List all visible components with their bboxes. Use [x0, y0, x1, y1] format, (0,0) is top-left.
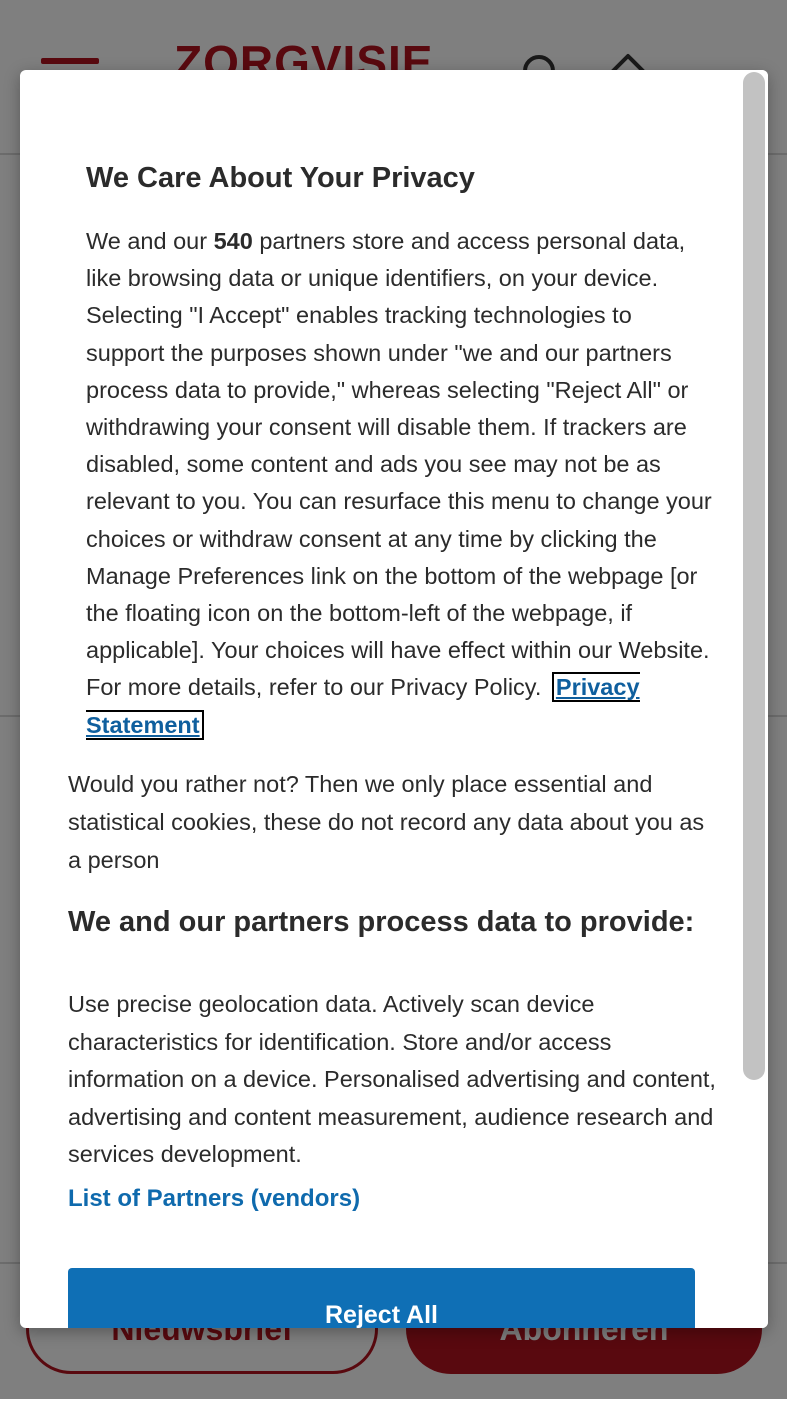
- privacy-statement-link[interactable]: Privacy Statement: [86, 674, 640, 738]
- reject-explanation: Would you rather not? Then we only place essential and statistical cookies, these do not record any data about you as a person: [68, 771, 705, 873]
- purposes-list: Use precise geolocation data. Actively scan device characteristics for identification. Store and/or access information on a device. Personalised advertising and content, advertising and content measurement, audience research and services development.: [68, 991, 716, 1167]
- description-prefix: We and our: [86, 228, 214, 254]
- dialog-description: [86, 223, 716, 744]
- partner-count: 540: [213, 228, 253, 254]
- privacy-consent-dialog: [20, 70, 768, 1328]
- scrollbar-thumb[interactable]: [743, 72, 765, 1080]
- vendors-list-link[interactable]: List of Partners (vendors): [68, 1185, 361, 1212]
- purposes-heading: We and our partners process data to provide:: [68, 906, 695, 938]
- dialog-scrollbar[interactable]: [740, 70, 768, 1328]
- reject-all-button[interactable]: Reject All: [68, 1268, 695, 1328]
- dialog-title: We Care About Your Privacy: [86, 162, 475, 194]
- description-text: partners store and access personal data, like browsing data or unique identifiers, on your device. Selecting "I Accept" enables tracking technologies to support the purposes shown under "we and our partners process data to provide," whereas selecting "Reject All" or withdrawing your consent will disable them. If trackers are disabled, some content and ads you see may not be as relevant to you. You can resurface this menu to change your choices or withdraw consent at any time by clicking the Manage Preferences link on the bottom of the webpage [or the floating icon on the bottom-left of the webpage, if applicable]. Your choices will have effect within our Website. For more details, refer to our Privacy Policy.: [86, 228, 712, 701]
